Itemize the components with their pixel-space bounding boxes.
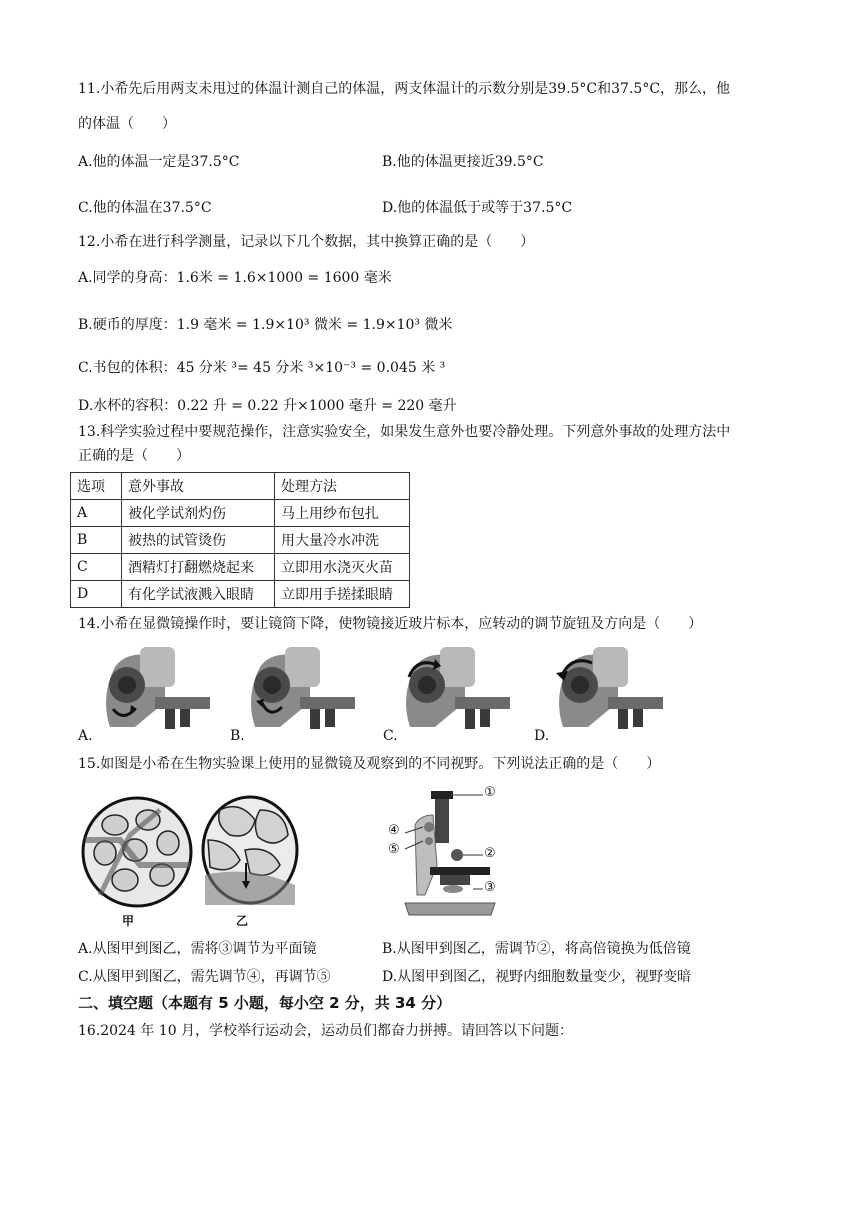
table-cell: 被热的试管烫伤 bbox=[122, 527, 275, 554]
q15-option-b: B.从图甲到图乙，需调节②，将高倍镜换为低倍镜 bbox=[382, 941, 691, 957]
q12-option-b: B.硬币的厚度：1.9 毫米 = 1.9×10³ 微米 = 1.9×10³ 微米 bbox=[78, 317, 453, 333]
q16-stem: 16.2024 年 10 月，学校举行运动会，运动员们都奋力拼搏。请回答以下问题： bbox=[78, 1023, 574, 1039]
q12-option-c: C.书包的体积：45 分米 ³= 45 分米 ³×10⁻³ = 0.045 米 ³ bbox=[78, 360, 446, 376]
table-cell: 立即用水浇灭火苗 bbox=[275, 554, 410, 581]
table-row bbox=[71, 581, 410, 608]
table-cell: C bbox=[71, 554, 122, 581]
q13-stem-line2: 正确的是（ ） bbox=[78, 448, 190, 464]
table-cell: 被化学试剂灼伤 bbox=[122, 500, 275, 527]
table-cell: B bbox=[71, 527, 122, 554]
fig-label-yi: 乙 bbox=[236, 914, 249, 928]
table-cell: 马上用纱布包扎 bbox=[275, 500, 410, 527]
table-row bbox=[71, 500, 410, 527]
marker-5: ⑤ bbox=[388, 842, 400, 857]
q14-label-d: D. bbox=[534, 728, 550, 744]
table-header: 选项 bbox=[71, 473, 122, 500]
table-cell: D bbox=[71, 581, 122, 608]
q14-stem: 14.小希在显微镜操作时，要让镜筒下降，使物镜接近玻片标本，应转动的调节旋钮及方向是（ ） bbox=[78, 616, 703, 632]
q11-option-a: A.他的体温一定是37.5°C bbox=[78, 154, 240, 170]
field-of-view-jia-image bbox=[80, 795, 195, 910]
table-header-row bbox=[71, 473, 410, 500]
q11-stem-line2: 的体温（ ） bbox=[78, 116, 176, 132]
q14-label-c: C. bbox=[383, 728, 398, 744]
q15-option-c: C.从图甲到图乙，需先调节④，再调节⑤ bbox=[78, 969, 331, 985]
q14-label-b: B. bbox=[230, 728, 245, 744]
microscope-knob-image-d bbox=[548, 647, 663, 732]
q11-stem-line1: 11.小希先后用两支未甩过的体温计测自己的体温，两支体温计的示数分别是39.5°C和37.5°C，那么，他 bbox=[78, 81, 731, 97]
marker-4: ④ bbox=[388, 823, 400, 838]
table-cell: 立即用手搓揉眼睛 bbox=[275, 581, 410, 608]
q12-option-a: A.同学的身高：1.6米 = 1.6×1000 = 1600 毫米 bbox=[78, 270, 392, 286]
table-row bbox=[71, 554, 410, 581]
field-of-view-yi-image bbox=[200, 795, 300, 905]
q12-option-d: D.水杯的容积：0.22 升 = 0.22 升×1000 毫升 = 220 毫升 bbox=[78, 398, 457, 414]
microscope-knob-image-a bbox=[95, 647, 210, 732]
table-cell: 有化学试液溅入眼睛 bbox=[122, 581, 275, 608]
table-header: 处理方法 bbox=[275, 473, 410, 500]
table-cell: 用大量冷水冲洗 bbox=[275, 527, 410, 554]
q15-stem: 15.如图是小希在生物实验课上使用的显微镜及观察到的不同视野。下列说法正确的是（ ） bbox=[78, 756, 661, 772]
microscope-knob-image-b bbox=[240, 647, 355, 732]
marker-1: ① bbox=[484, 785, 496, 800]
microscope-diagram-image bbox=[395, 785, 515, 925]
table-cell: A bbox=[71, 500, 122, 527]
accident-table bbox=[70, 472, 410, 608]
q13-stem-line1: 13.科学实验过程中要规范操作，注意实验安全，如果发生意外也要冷静处理。下列意外事故的处理方法中 bbox=[78, 424, 731, 440]
q11-option-d: D.他的体温低于或等于37.5°C bbox=[382, 200, 573, 216]
table-cell: 酒精灯打翻燃烧起来 bbox=[122, 554, 275, 581]
microscope-knob-image-c bbox=[395, 647, 510, 732]
marker-2: ② bbox=[484, 846, 496, 861]
fig-label-jia: 甲 bbox=[122, 914, 135, 928]
table-header: 意外事故 bbox=[122, 473, 275, 500]
q11-option-c: C.他的体温在37.5°C bbox=[78, 200, 212, 216]
section-title: 二、填空题（本题有 5 小题，每小空 2 分，共 34 分） bbox=[78, 994, 452, 1012]
marker-3: ③ bbox=[484, 880, 496, 895]
q15-option-d: D.从图甲到图乙，视野内细胞数量变少，视野变暗 bbox=[382, 969, 692, 985]
table-row bbox=[71, 527, 410, 554]
q11-option-b: B.他的体温更接近39.5°C bbox=[382, 154, 544, 170]
q12-stem: 12.小希在进行科学测量，记录以下几个数据，其中换算正确的是（ ） bbox=[78, 234, 535, 250]
q15-option-a: A.从图甲到图乙，需将③调节为平面镜 bbox=[78, 941, 317, 957]
q14-label-a: A. bbox=[78, 728, 93, 744]
